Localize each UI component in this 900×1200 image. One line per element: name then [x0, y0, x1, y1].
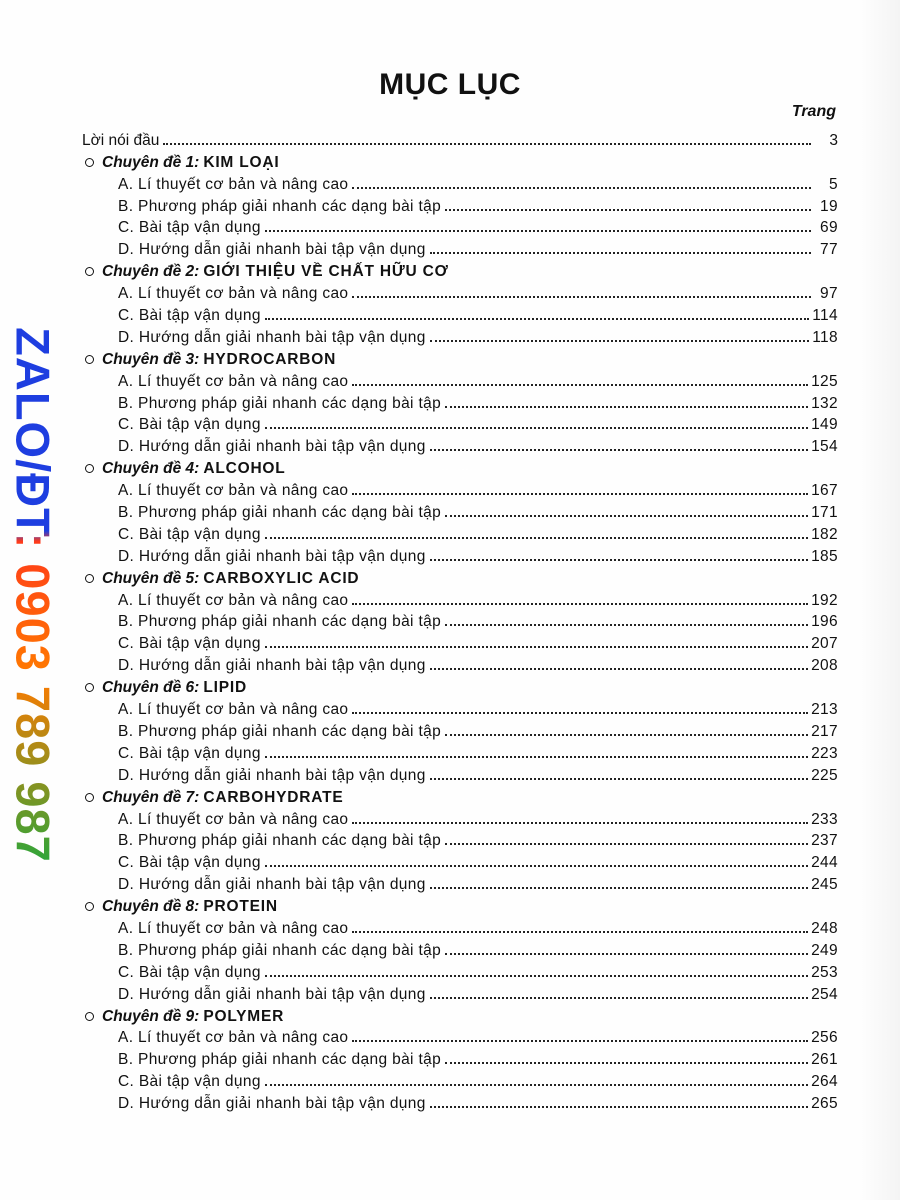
- toc-row: [82, 194, 838, 216]
- toc-row: [82, 850, 838, 872]
- table-of-contents: [82, 128, 838, 1113]
- toc-row: [82, 500, 838, 522]
- chapter-prefix: Chuyên đề 3:: [102, 350, 200, 368]
- toc-entry-label: D. Hướng dẫn giải nhanh bài tập vận dụng: [118, 985, 426, 1003]
- toc-page-number: 77: [820, 241, 838, 259]
- watermark: [8, 305, 58, 885]
- toc-row: [82, 1069, 838, 1091]
- toc-entry-label: C. Bài tập vận dụng: [118, 307, 261, 325]
- dot-leader: [352, 712, 808, 714]
- toc-entry-label: A. Lí thuyết cơ bản và nâng cao: [118, 919, 349, 937]
- toc-entry-label: C. Bài tập vận dụng: [118, 219, 261, 237]
- chapter-name: ALCOHOL: [203, 460, 286, 478]
- toc-page-number: 256: [811, 1029, 838, 1047]
- toc-row: [82, 982, 838, 1004]
- dot-leader: [352, 493, 808, 495]
- toc-page-number: 245: [811, 876, 838, 894]
- dot-leader: [352, 296, 811, 298]
- toc-row: [82, 216, 838, 238]
- circle-bullet-icon: [85, 902, 94, 911]
- toc-entry-label: A. Lí thuyết cơ bản và nâng cao: [118, 285, 349, 303]
- toc-page-number: 237: [811, 832, 838, 850]
- toc-entry-label: D. Hướng dẫn giải nhanh bài tập vận dụng: [118, 876, 426, 894]
- toc-entry-label: C. Bài tập vận dụng: [118, 1073, 261, 1091]
- toc-page-number: 264: [811, 1073, 838, 1091]
- toc-entry-label: C. Bài tập vận dụng: [118, 854, 261, 872]
- toc-row: [82, 829, 838, 851]
- chapter-name: CARBOXYLIC ACID: [203, 569, 360, 587]
- toc-page-number: 249: [811, 941, 838, 959]
- toc-page-number: 192: [811, 591, 838, 609]
- chapter-heading: [82, 456, 838, 478]
- dot-leader: [163, 143, 811, 145]
- toc-entry-label: C. Bài tập vận dụng: [118, 416, 261, 434]
- chapter-heading: [82, 150, 838, 172]
- circle-bullet-icon: [85, 355, 94, 364]
- dot-leader: [430, 1106, 808, 1108]
- toc-row: [82, 325, 838, 347]
- dot-leader: [352, 822, 808, 824]
- dot-leader: [352, 1040, 808, 1042]
- toc-entry-label: A. Lí thuyết cơ bản và nâng cao: [118, 701, 349, 719]
- toc-row: [82, 369, 838, 391]
- dot-leader: [265, 1084, 808, 1086]
- dot-leader: [430, 997, 808, 999]
- toc-entry-label: B. Phương pháp giải nhanh các dạng bài tập: [118, 941, 442, 959]
- toc-page-number: 233: [811, 810, 838, 828]
- chapter-prefix: Chuyên đề 8:: [102, 898, 200, 916]
- toc-row: [82, 960, 838, 982]
- toc-page-number: 253: [811, 963, 838, 981]
- dot-leader: [265, 646, 808, 648]
- toc-page-number: 217: [811, 722, 838, 740]
- chapter-name: HYDROCARBON: [203, 350, 337, 368]
- circle-bullet-icon: [85, 793, 94, 802]
- toc-entry-label: B. Phương pháp giải nhanh các dạng bài tập: [118, 613, 442, 631]
- dot-leader: [445, 1062, 808, 1064]
- chapter-prefix: Chuyên đề 9:: [102, 1007, 200, 1025]
- dot-leader: [352, 187, 811, 189]
- watermark-text: ZALO/ĐT: 0903 789 987: [6, 327, 60, 863]
- chapter-prefix: Chuyên đề 6:: [102, 679, 200, 697]
- toc-entry-label: D. Hướng dẫn giải nhanh bài tập vận dụng: [118, 241, 426, 259]
- chapter-heading: [82, 347, 838, 369]
- dot-leader: [265, 537, 808, 539]
- chapter-prefix: Chuyên đề 7:: [102, 788, 200, 806]
- toc-row: [82, 610, 838, 632]
- toc-entry-label: B. Phương pháp giải nhanh các dạng bài tập: [118, 832, 442, 850]
- chapter-heading: [82, 566, 838, 588]
- toc-row: [82, 631, 838, 653]
- toc-entry-label: C. Bài tập vận dụng: [118, 963, 261, 981]
- dot-leader: [430, 668, 808, 670]
- dot-leader: [430, 449, 808, 451]
- dot-leader: [430, 559, 808, 561]
- dot-leader: [445, 209, 811, 211]
- toc-entry-label: B. Phương pháp giải nhanh các dạng bài tập: [118, 197, 442, 215]
- toc-page-number: 69: [820, 219, 838, 237]
- chapter-name: POLYMER: [203, 1007, 285, 1025]
- toc-page-number: 182: [811, 525, 838, 543]
- dot-leader: [445, 843, 808, 845]
- circle-bullet-icon: [85, 158, 94, 167]
- toc-page-number: 171: [811, 504, 838, 522]
- circle-bullet-icon: [85, 1012, 94, 1021]
- dot-leader: [430, 252, 811, 254]
- circle-bullet-icon: [85, 267, 94, 276]
- toc-page-number: 19: [820, 197, 838, 215]
- toc-page-number: 3: [829, 131, 838, 149]
- toc-entry-label: A. Lí thuyết cơ bản và nâng cao: [118, 482, 349, 500]
- chapter-prefix: Chuyên đề 2:: [102, 263, 200, 281]
- dot-leader: [352, 603, 808, 605]
- toc-page-number: 248: [811, 919, 838, 937]
- toc-entry-label: A. Lí thuyết cơ bản và nâng cao: [118, 591, 349, 609]
- dot-leader: [265, 318, 809, 320]
- toc-row: [82, 391, 838, 413]
- toc-page-number: 244: [811, 854, 838, 872]
- toc-row: [82, 588, 838, 610]
- dot-leader: [265, 756, 808, 758]
- chapter-prefix: Chuyên đề 5:: [102, 569, 200, 587]
- toc-row: [82, 434, 838, 456]
- chapter-prefix: Chuyên đề 4:: [102, 460, 200, 478]
- toc-row: [82, 303, 838, 325]
- toc-entry-label: B. Phương pháp giải nhanh các dạng bài tập: [118, 722, 442, 740]
- toc-row: [82, 741, 838, 763]
- dot-leader: [430, 887, 808, 889]
- chapter-list: [82, 150, 838, 1113]
- chapter-heading: [82, 894, 838, 916]
- dot-leader: [445, 953, 808, 955]
- dot-leader: [265, 865, 808, 867]
- dot-leader: [445, 406, 808, 408]
- dot-leader: [265, 975, 808, 977]
- page-column-label: Trang: [791, 103, 836, 120]
- toc-entry-label: A. Lí thuyết cơ bản và nâng cao: [118, 175, 349, 193]
- toc-page-number: 213: [811, 701, 838, 719]
- dot-leader: [352, 384, 808, 386]
- toc-page-number: 254: [811, 985, 838, 1003]
- toc-entry-label: A. Lí thuyết cơ bản và nâng cao: [118, 372, 349, 390]
- toc-page-number: 196: [811, 613, 838, 631]
- toc-entry-label: B. Phương pháp giải nhanh các dạng bài tập: [118, 394, 442, 412]
- toc-page-number: 125: [811, 372, 838, 390]
- toc-entry-label: A. Lí thuyết cơ bản và nâng cao: [118, 810, 349, 828]
- circle-bullet-icon: [85, 574, 94, 583]
- toc-page-number: 265: [811, 1095, 838, 1113]
- toc-page-number: 225: [811, 766, 838, 784]
- toc-entry-label: D. Hướng dẫn giải nhanh bài tập vận dụng: [118, 438, 426, 456]
- toc-row: [82, 1091, 838, 1113]
- chapter-name: KIM LOẠI: [203, 153, 280, 171]
- toc-row: [82, 719, 838, 741]
- dot-leader: [265, 230, 811, 232]
- toc-row: [82, 478, 838, 500]
- toc-row: [82, 807, 838, 829]
- toc-row: [82, 697, 838, 719]
- chapter-heading: [82, 675, 838, 697]
- toc-entry-label: C. Bài tập vận dụng: [118, 744, 261, 762]
- toc-row: [82, 522, 838, 544]
- page-title: MỤC LỤC: [379, 68, 521, 101]
- toc-entry-label: D. Hướng dẫn giải nhanh bài tập vận dụng: [118, 766, 426, 784]
- toc-page-number: 149: [811, 416, 838, 434]
- dot-leader: [445, 734, 808, 736]
- chapter-heading: [82, 259, 838, 281]
- toc-page-number: 167: [811, 482, 838, 500]
- toc-entry-label: B. Phương pháp giải nhanh các dạng bài tập: [118, 504, 442, 522]
- chapter-name: GIỚI THIỆU VỀ CHẤT HỮU CƠ: [203, 263, 449, 281]
- toc-row-intro: [82, 128, 838, 150]
- circle-bullet-icon: [85, 683, 94, 692]
- toc-page-number: 154: [811, 438, 838, 456]
- toc-page-number: 208: [811, 657, 838, 675]
- dot-leader: [265, 427, 808, 429]
- toc-row: [82, 916, 838, 938]
- toc-row: [82, 172, 838, 194]
- toc-entry-label: A. Lí thuyết cơ bản và nâng cao: [118, 1029, 349, 1047]
- toc-row: [82, 413, 838, 435]
- toc-page-number: 5: [829, 175, 838, 193]
- chapter-heading: [82, 1004, 838, 1026]
- chapter-name: CARBOHYDRATE: [203, 788, 344, 806]
- toc-row: [82, 763, 838, 785]
- dot-leader: [430, 340, 810, 342]
- toc-row: [82, 544, 838, 566]
- toc-entry-label: C. Bài tập vận dụng: [118, 635, 261, 653]
- toc-page-number: 114: [812, 307, 838, 325]
- chapter-prefix: Chuyên đề 1:: [102, 153, 200, 171]
- toc-page-number: 97: [820, 285, 838, 303]
- dot-leader: [445, 624, 808, 626]
- chapter-name: LIPID: [203, 679, 247, 697]
- chapter-name: PROTEIN: [203, 898, 278, 916]
- toc-entry-label: B. Phương pháp giải nhanh các dạng bài tập: [118, 1051, 442, 1069]
- page-shadow: [860, 0, 900, 1200]
- toc-row: [82, 938, 838, 960]
- toc-entry-label: D. Hướng dẫn giải nhanh bài tập vận dụng: [118, 328, 426, 346]
- toc-page-number: 207: [811, 635, 838, 653]
- toc-page-number: 132: [811, 394, 838, 412]
- toc-entry-label: D. Hướng dẫn giải nhanh bài tập vận dụng: [118, 657, 426, 675]
- dot-leader: [445, 515, 808, 517]
- toc-row: [82, 1026, 838, 1048]
- toc-page-number: 185: [811, 547, 838, 565]
- toc-entry-label: Lời nói đầu: [82, 131, 160, 149]
- toc-entry-label: D. Hướng dẫn giải nhanh bài tập vận dụng: [118, 1095, 426, 1113]
- toc-row: [82, 872, 838, 894]
- toc-row: [82, 237, 838, 259]
- toc-row: [82, 281, 838, 303]
- toc-page-number: 223: [811, 744, 838, 762]
- toc-row: [82, 653, 838, 675]
- toc-row: [82, 1047, 838, 1069]
- toc-page-number: 118: [812, 328, 838, 346]
- circle-bullet-icon: [85, 464, 94, 473]
- dot-leader: [430, 778, 808, 780]
- chapter-heading: [82, 785, 838, 807]
- dot-leader: [352, 931, 808, 933]
- toc-entry-label: D. Hướng dẫn giải nhanh bài tập vận dụng: [118, 547, 426, 565]
- toc-page-number: 261: [811, 1051, 838, 1069]
- toc-entry-label: C. Bài tập vận dụng: [118, 525, 261, 543]
